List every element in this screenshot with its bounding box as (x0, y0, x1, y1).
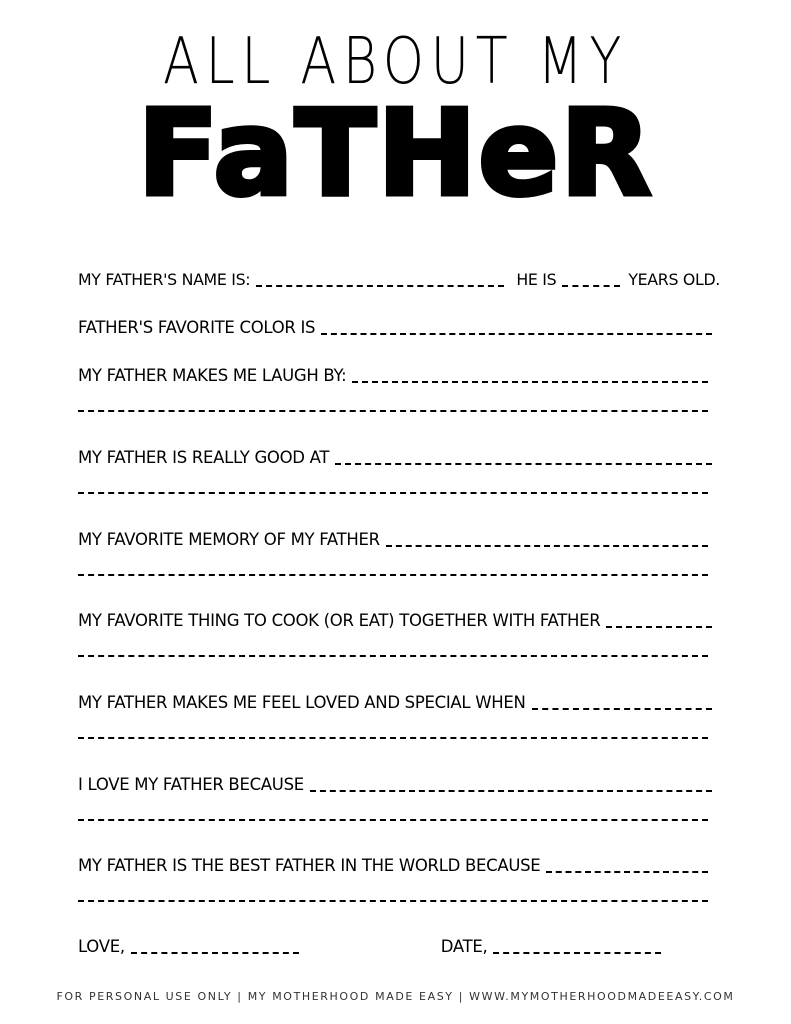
title-all-about-my: ALL ABOUT MY (163, 25, 628, 99)
cook-label: MY FAVORITE THING TO COOK (OR EAT) TOGETHER WITH FATHER (78, 611, 601, 630)
memory-continuation-line[interactable] (78, 574, 708, 576)
laugh-blank[interactable] (352, 381, 708, 383)
because-continuation-line[interactable] (78, 819, 708, 821)
good-at-label: MY FATHER IS REALLY GOOD AT (78, 448, 330, 467)
name-age-row (78, 260, 721, 290)
loved-row (78, 683, 712, 713)
loved-continuation-line[interactable] (78, 737, 708, 739)
title-father: FaTHeR (137, 84, 654, 222)
loved-label: MY FATHER MAKES ME FEEL LOVED AND SPECIAL WHEN (78, 693, 526, 712)
love-blank[interactable] (131, 952, 299, 954)
cook-row (78, 601, 712, 631)
memory-row (78, 520, 708, 550)
because-blank[interactable] (310, 790, 712, 792)
signature-row (78, 927, 668, 957)
laugh-row (78, 356, 708, 386)
because-row (78, 765, 712, 795)
color-blank[interactable] (321, 333, 712, 335)
he-is-label: HE IS (516, 270, 557, 289)
color-label: FATHER'S FAVORITE COLOR IS (78, 318, 316, 337)
best-father-label: MY FATHER IS THE BEST FATHER IN THE WORLD BECAUSE (78, 856, 541, 875)
name-blank[interactable] (256, 285, 504, 287)
love-label: LOVE, (78, 937, 125, 956)
age-blank[interactable] (562, 285, 620, 287)
years-old-label: YEARS OLD. (628, 270, 721, 289)
date-label: DATE, (440, 937, 488, 956)
good-at-row (78, 438, 712, 468)
cook-continuation-line[interactable] (78, 655, 708, 657)
color-row (78, 308, 712, 338)
good-at-blank[interactable] (335, 463, 712, 465)
because-label: I LOVE MY FATHER BECAUSE (78, 775, 304, 794)
best-father-blank[interactable] (546, 871, 708, 873)
loved-blank[interactable] (532, 708, 712, 710)
cook-blank[interactable] (606, 626, 712, 628)
best-father-continuation-line[interactable] (78, 900, 708, 902)
footer-text: FOR PERSONAL USE ONLY | MY MOTHERHOOD MADE EASY | WWW.MYMOTHERHOODMADEEASY.COM (56, 990, 735, 1003)
memory-label: MY FAVORITE MEMORY OF MY FATHER (78, 530, 380, 549)
date-blank[interactable] (493, 952, 661, 954)
laugh-label: MY FATHER MAKES ME LAUGH BY: (78, 366, 347, 385)
memory-blank[interactable] (386, 545, 708, 547)
best-father-row (78, 846, 708, 876)
name-label: MY FATHER'S NAME IS: (78, 270, 251, 289)
laugh-continuation-line[interactable] (78, 410, 708, 412)
good-at-continuation-line[interactable] (78, 492, 708, 494)
